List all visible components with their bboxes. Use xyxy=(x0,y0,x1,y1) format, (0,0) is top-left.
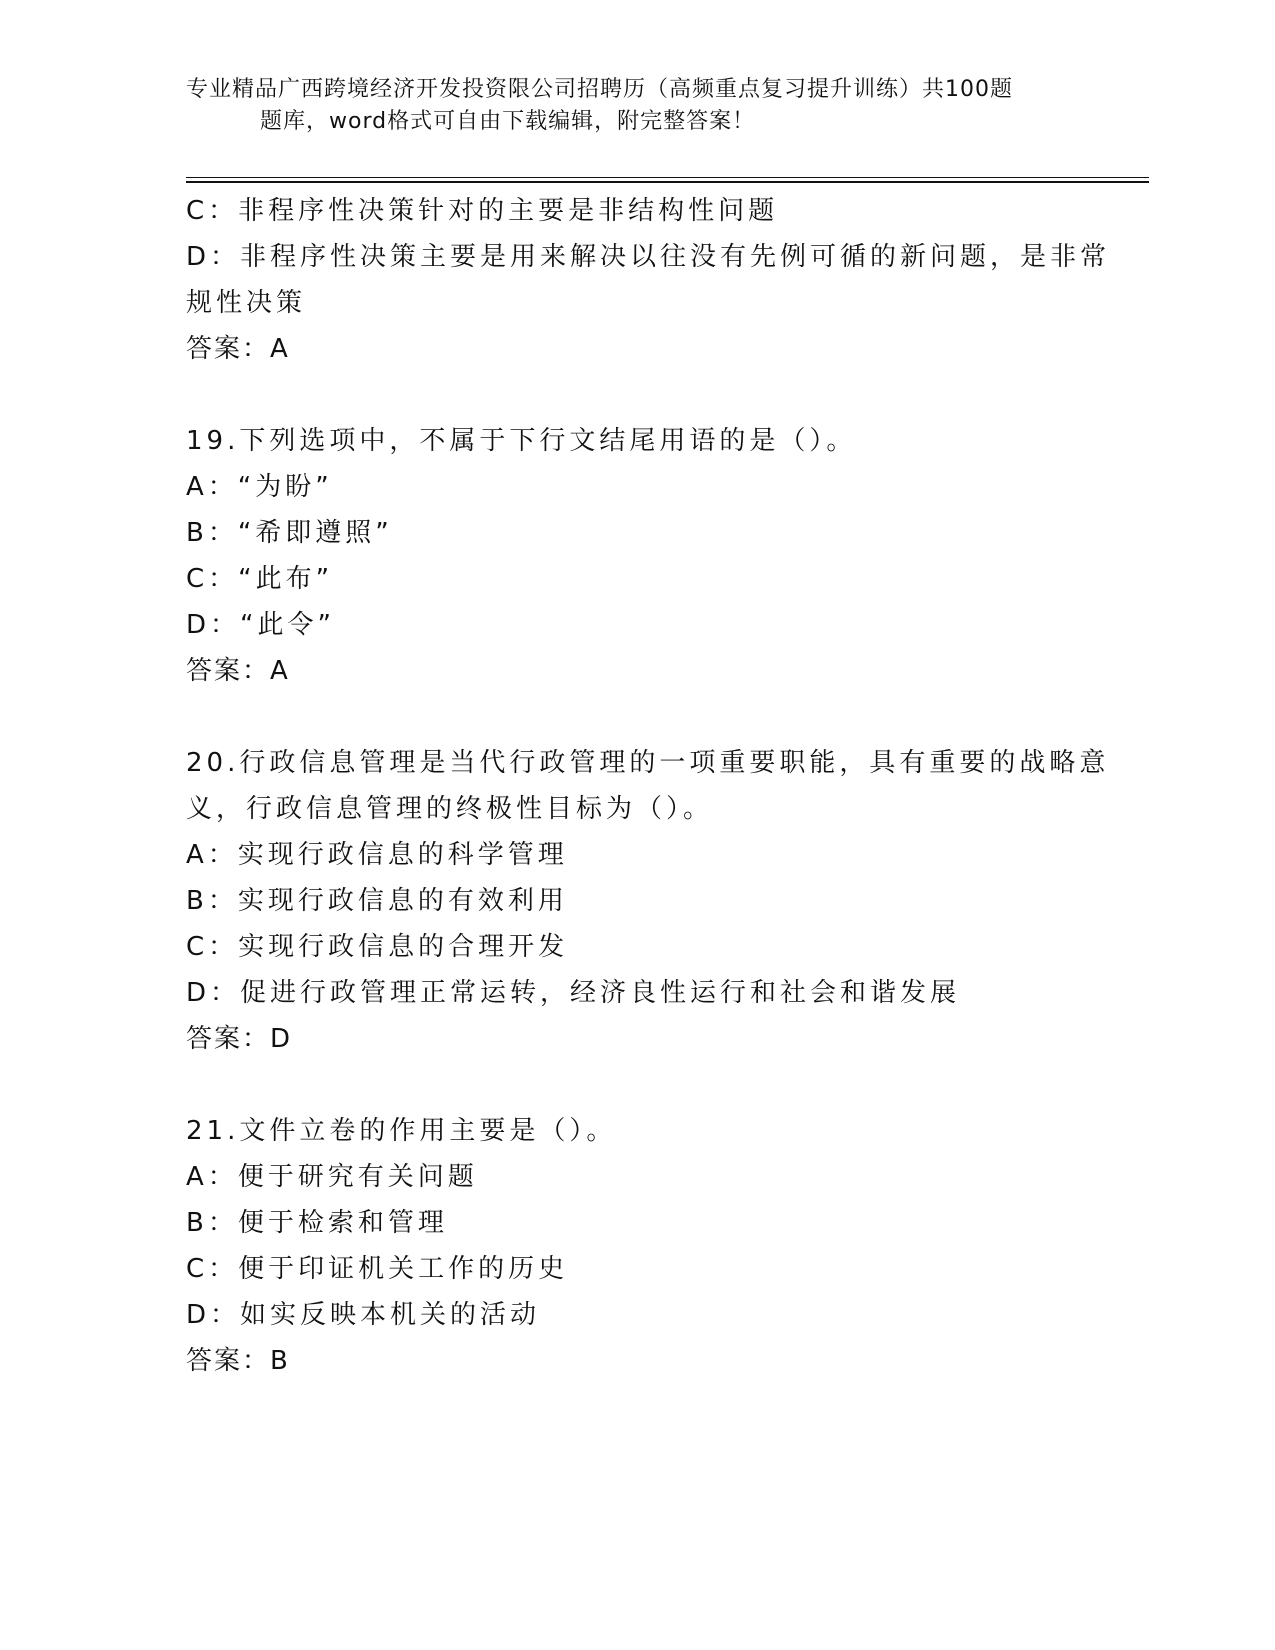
question-stem-line-2: 义，行政信息管理的终极性目标为（）。 xyxy=(186,794,714,824)
option-c: C：非程序性决策针对的主要是非结构性问题 xyxy=(186,196,779,226)
option-b: B：实现行政信息的有效利用 xyxy=(186,886,568,916)
header-divider-thick xyxy=(186,181,1149,183)
header-title-line-1: 专业精品广西跨境经济开发投资限公司招聘历（高频重点复习提升训练）共100题 xyxy=(186,77,1013,102)
answer: 答案：B xyxy=(186,1346,290,1376)
option-a: A：便于研究有关问题 xyxy=(186,1162,478,1192)
question-stem: 21.文件立卷的作用主要是（）。 xyxy=(186,1116,617,1146)
option-c: C：便于印证机关工作的历史 xyxy=(186,1254,569,1284)
answer: 答案：A xyxy=(186,334,290,364)
spacer xyxy=(186,372,1086,418)
option-a: A：“为盼” xyxy=(186,472,333,502)
option-d: D：促进行政管理正常运转，经济良性运行和社会和谐发展 xyxy=(186,978,961,1008)
question-21-block xyxy=(186,1108,1086,1384)
option-b: B：“希即遵照” xyxy=(186,518,393,548)
option-c: C：“此布” xyxy=(186,564,334,594)
question-content xyxy=(186,188,1111,1384)
header-divider-thin xyxy=(186,177,1149,178)
option-c: C：实现行政信息的合理开发 xyxy=(186,932,569,962)
header-title-line-2: 题库，word格式可自由下载编辑，附完整答案！ xyxy=(260,109,756,134)
document-header xyxy=(186,74,1106,138)
question-stem: 19.下列选项中，不属于下行文结尾用语的是（）。 xyxy=(186,426,857,456)
option-a: A：实现行政信息的科学管理 xyxy=(186,840,568,870)
option-d-line-2: 规性决策 xyxy=(186,288,307,318)
question-19-block xyxy=(186,418,1086,694)
previous-question-block xyxy=(186,188,1111,372)
option-d-line-1: D：非程序性决策主要是用来解决以往没有先例可循的新问题，是非常 xyxy=(186,242,1111,272)
question-stem-line-1: 20.行政信息管理是当代行政管理的一项重要职能，具有重要的战略意 xyxy=(186,748,1110,778)
answer: 答案：D xyxy=(186,1024,293,1054)
spacer xyxy=(186,1062,1086,1108)
question-20-block xyxy=(186,740,1110,1062)
option-b: B：便于检索和管理 xyxy=(186,1208,448,1238)
answer: 答案：A xyxy=(186,656,290,686)
spacer xyxy=(186,694,1086,740)
option-d: D：如实反映本机关的活动 xyxy=(186,1300,541,1330)
option-d: D：“此令” xyxy=(186,610,335,640)
